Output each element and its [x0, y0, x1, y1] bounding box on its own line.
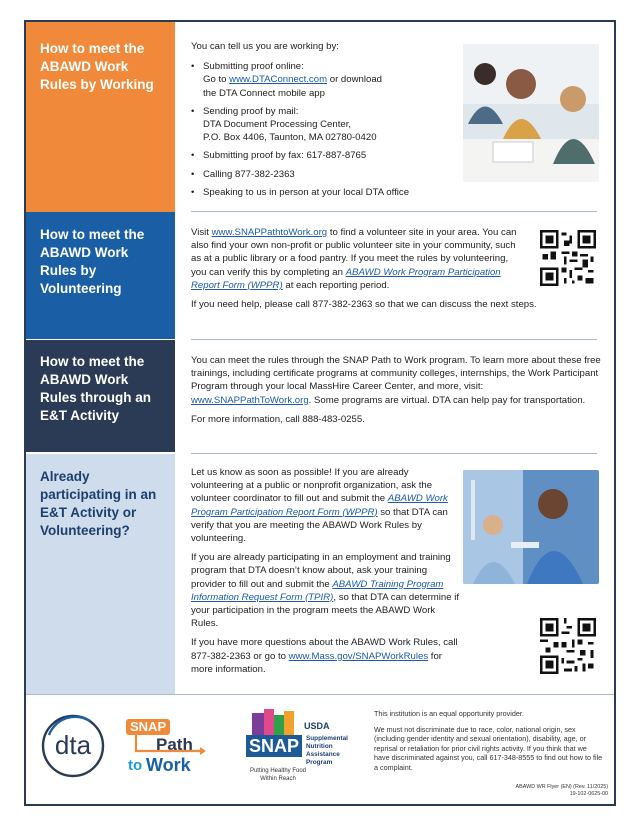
working-heading: How to meet the ABAWD Work Rules by Working	[26, 22, 175, 212]
dtaconnect-link[interactable]: www.DTAConnect.com	[229, 74, 328, 86]
section-volunteering	[26, 212, 614, 339]
volunteering-content	[191, 226, 537, 317]
working-item-mail: • Sending proof by mail: DTA Document Processing Center, P.O. Box 4406, Taunton, MA 02780-0420	[191, 105, 461, 145]
form-number: ABAWD WR Flyer (EN) (Rev. 11/2025) 19-102-0625-00	[515, 784, 608, 797]
already-paragraph-2: If you are already participating in an employment and training program that DTA doesn’t know about, ask your training provider to fill out and submit the ABAWD Training Program Information Request Form (TPIR), so that DTA can determine if your participation in the program meets the ABAWD Work Rules.	[191, 552, 460, 630]
nondiscrimination-statement	[374, 709, 604, 779]
section-working	[26, 22, 614, 212]
flyer-frame	[24, 20, 616, 806]
volunteering-heading: How to meet the ABAWD Work Rules by Volunteering	[26, 212, 175, 339]
volunteering-paragraph-2: If you need help, please call 877-382-2363 so that we can discuss the next steps.	[191, 299, 537, 311]
footer	[26, 694, 614, 804]
volunteering-qr-code[interactable]	[540, 230, 596, 286]
working-item-fax: • Submitting proof by fax: 617-887-8765	[191, 149, 461, 162]
et-content	[191, 354, 601, 432]
working-item-call: • Calling 877-382-2363	[191, 168, 461, 181]
snap-word: SNAP	[246, 735, 302, 757]
snap-path-arrow-icon	[124, 717, 210, 787]
snap-tagline: Putting Healthy Food Within Reach	[249, 768, 307, 782]
already-content	[191, 466, 461, 682]
section-et-activity	[26, 340, 614, 452]
snap-path-to-work-logo	[124, 717, 210, 787]
section-already-participating	[26, 454, 614, 694]
snap-work-rules-link[interactable]: www.Mass.gov/SNAPWorkRules	[288, 650, 429, 662]
wppr-form-link[interactable]: ABAWD Work Program Participation Report Form (WPPR)	[191, 266, 501, 291]
snap-path-work: Work	[146, 755, 191, 775]
equal-opportunity-text: This institution is an equal opportunity provider.	[374, 709, 524, 718]
working-list	[191, 60, 461, 199]
medical-trainees-photo	[463, 470, 599, 584]
working-content	[191, 40, 461, 204]
snap-path-path: Path	[156, 735, 193, 754]
et-paragraph-2: For more information, call 888-483-0255.	[191, 413, 365, 425]
dta-logo	[40, 713, 106, 779]
usda-snap-logo	[234, 705, 364, 797]
discrimination-text: We must not discriminate due to race, color, national origin, sex (including gender identity and sexual orientation), disability, age, or reprisal or retaliation for prior civil rights activity. If you think that we have discriminated against you, call 617-348-8555 to find out how to file a complaint.	[374, 724, 603, 772]
already-qr-code[interactable]	[540, 618, 596, 674]
already-heading: Already participating in an E&T Activity or Volunteering?	[26, 454, 175, 694]
snap-path-to-work-link-2[interactable]: www.SNAPPathToWork.org	[191, 394, 309, 406]
working-item-online: • Submitting proof online: Go to www.DTAConnect.com or download the DTA Connect mobile app	[191, 60, 461, 100]
already-paragraph-1: Let us know as soon as possible! If you are already volunteering at a public or nonprofit organization, ask the volunteer coordinator to fill out and submit the ABAWD Work Program Participation Report Form (WPPR) so that DTA can verify that you are meeting the ABAWD Work Rules by volunteering.	[191, 467, 448, 545]
dta-logo-text: dta	[54, 730, 92, 760]
snap-path-to-work-link[interactable]: www.SNAPPathtoWork.org	[211, 227, 328, 238]
usda-label: USDA	[304, 721, 330, 731]
already-paragraph-3: If you have more questions about the ABAWD Work Rules, call 877-382-2363 or go to www.Mass.gov/SNAPWorkRules for more information.	[191, 637, 458, 675]
et-heading: How to meet the ABAWD Work Rules through an E&T Activity	[26, 340, 175, 452]
snap-path-to: to	[128, 757, 143, 774]
wppr-form-link-2[interactable]: ABAWD Work Program Participation Report Form (WPPR)	[191, 493, 448, 518]
working-intro: You can tell us you are working by:	[191, 41, 339, 52]
volunteering-paragraph-1: Visit www.SNAPPathtoWork.org to find a volunteer site in your area. You can also find your own non-profit or public volunteer site in your community, such as at a public library or a food pantry. If you meet the rules by volunteering, you can verify this by completing an ABAWD Work Program Participation Report Form (WPPR) at each reporting period.	[191, 227, 517, 291]
office-workers-photo	[463, 44, 599, 182]
tpir-form-link[interactable]: ABAWD Training Program Information Request Form (TPIR)	[191, 578, 444, 603]
snap-path-snap: SNAP	[126, 719, 170, 735]
working-item-in-person: • Speaking to us in person at your local DTA office	[191, 186, 461, 199]
snap-program-name: Supplemental Nutrition Assistance Program	[306, 735, 348, 766]
et-paragraph-1: You can meet the rules through the SNAP Path to Work program. To learn more about these free trainings, including certificate programs at community colleges, internships, the Work Participant Program through your local MassHire Career Center, and more, visit: www.SNAPPathToWork.org. Some programs are virtual. DTA can help pay for transportation.	[191, 355, 601, 406]
